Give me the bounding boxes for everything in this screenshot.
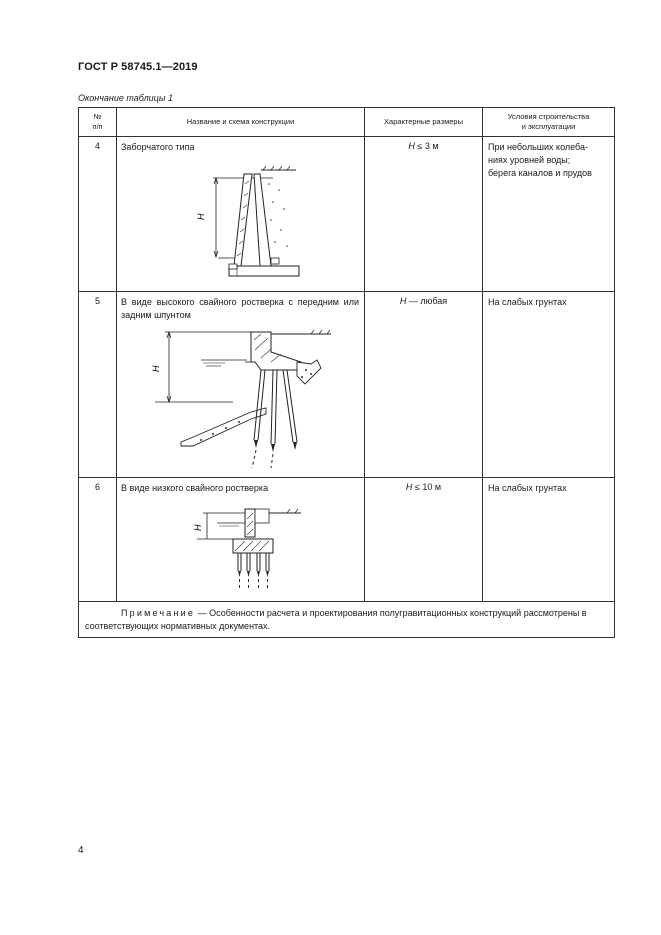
low-pile-grillage-diagram (121, 495, 341, 595)
col-header-name: Название и схема конструкции (117, 108, 365, 137)
note-label: Примечание (121, 608, 196, 618)
row-dims: H ≤ 10 м (365, 478, 483, 602)
table-header-row (79, 108, 615, 137)
row-conditions: На слабых грунтах (483, 292, 615, 478)
row-conditions: На слабых грунтах (483, 478, 615, 602)
height-label: H (193, 524, 203, 531)
col-header-num: № п/п (79, 108, 117, 137)
table-note (79, 602, 615, 638)
high-pile-grillage-diagram (121, 322, 341, 472)
row-name-cell (117, 478, 365, 602)
structures-table (78, 107, 615, 638)
table-caption: Окончание таблицы 1 (78, 93, 173, 103)
row-dims: H — любая (365, 292, 483, 478)
col-header-dims: Характерные размеры (365, 108, 483, 137)
height-label: H (196, 213, 206, 220)
row-number: 5 (79, 292, 117, 478)
row-conditions: При небольших колеба- ниях уровней воды; берега каналов и прудов (483, 137, 615, 292)
construction-name: В виде низкого свайного ростверка (121, 483, 269, 493)
note-text: — Особенности расчета и проектирования полугравитационных конструкций рассмотрены в соответствующих нормативных документах. (85, 608, 587, 631)
row-dims: H ≤ 3 м (365, 137, 483, 292)
row-name-cell (117, 292, 365, 478)
row-number: 4 (79, 137, 117, 292)
table-row (79, 137, 615, 292)
row-number: 6 (79, 478, 117, 602)
table-note-row (79, 602, 615, 638)
fence-type-wall-diagram (121, 154, 321, 286)
page-number: 4 (78, 845, 84, 856)
col-header-conditions: Условия строительства и эксплуатации (483, 108, 615, 137)
row-name-cell (117, 137, 365, 292)
table-row (79, 292, 615, 478)
construction-name: В виде высокого свайного ростверка с передним или задним шпунтом (121, 297, 359, 320)
table-row (79, 478, 615, 602)
standard-header: ГОСТ Р 58745.1—2019 (78, 61, 198, 73)
construction-name: Заборчатого типа (121, 142, 195, 152)
height-label: H (151, 365, 161, 372)
